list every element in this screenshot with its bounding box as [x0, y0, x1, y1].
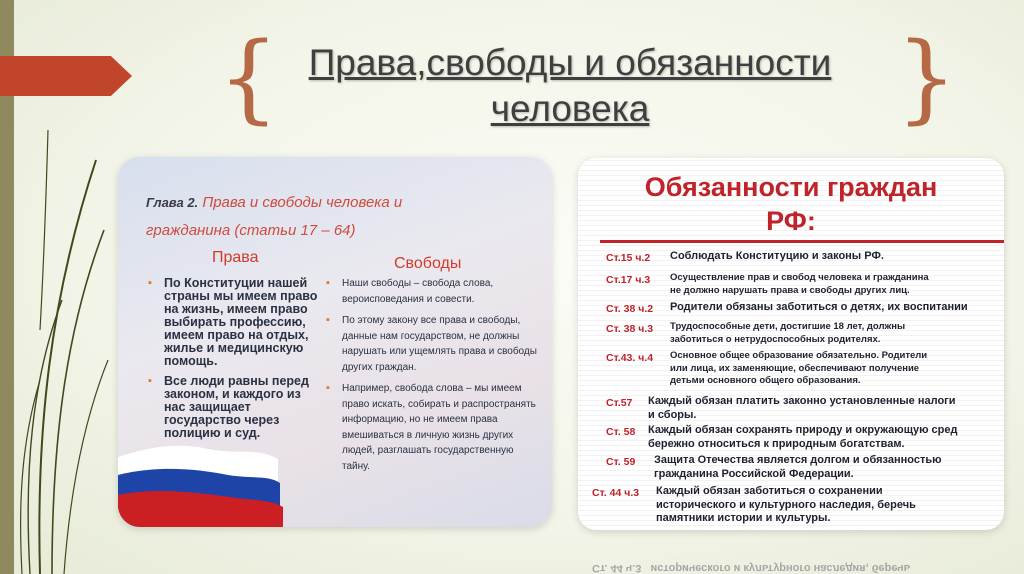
reflection-text: исторического и культурного наследия, беречь — [650, 562, 911, 574]
title-underline — [600, 240, 1004, 243]
citizen-duties-card — [578, 158, 1004, 530]
freedoms-item: ▪ Наши свободы – свобода слова, вероисповедания и совести. — [326, 276, 538, 307]
freedoms-list — [326, 276, 538, 480]
duty-text: гражданина Российской Федерации. — [654, 467, 854, 480]
slide-title: Права,свободы и обязанности человека — [308, 42, 832, 129]
duty-text: Защита Отечества является долгом и обязанностью — [654, 454, 942, 466]
duty-article: Ст.17 ч.3 — [606, 274, 651, 286]
duty-text: заботиться о нетрудоспособных родителях. — [670, 333, 881, 345]
duty-article: Ст.57 — [606, 397, 633, 409]
freedoms-heading: Свободы — [394, 255, 462, 272]
card-reflection — [578, 536, 1004, 574]
grass-decoration — [0, 0, 110, 574]
freedoms-item: ▪ Например, свобода слова – мы имеем право искать, собирать и распространять информацию, но не имеем права вмешиваться в личную жизнь других людей, разглашать государственную тайну. — [326, 381, 538, 474]
duty-text: и сборы. — [648, 408, 697, 421]
duty-text: детьми основного общего образования. — [670, 375, 861, 386]
chapter-title: Права и свободы человека и гражданина — [146, 194, 403, 239]
right-brace: } — [896, 22, 958, 134]
duty-article: Ст.43. ч.4 — [606, 352, 654, 364]
duty-text: Каждый обязан сохранять природу и окружающую сред — [648, 424, 958, 436]
duty-text: бережно относиться к природным богатствам. — [648, 437, 905, 450]
duty-text: исторического и культурного наследия, беречь — [656, 498, 916, 511]
duties-title-line2: РФ: — [766, 206, 816, 236]
duty-text: Родители обязаны заботиться о детях, их воспитании — [670, 301, 968, 313]
duty-text: Осуществление прав и свобод человека и гражданина — [670, 272, 929, 283]
duty-text: не должно нарушать права и свободы других лиц. — [670, 284, 910, 296]
duty-article: Ст.15 ч.2 — [606, 252, 651, 264]
duty-text: или лица, их заменяющие, обеспечивают получение — [670, 362, 920, 374]
duty-text: Соблюдать Конституцию и законы РФ. — [670, 250, 884, 262]
duty-article: Ст. 59 — [606, 456, 636, 468]
duties-title — [578, 170, 1004, 238]
freedoms-item: ▪ По этому закону все права и свободы, данные нам государством, не должны нарушать или ущемлять права и свободы других граждан. — [326, 313, 538, 375]
duty-article: Ст. 38 ч.3 — [606, 323, 654, 335]
left-brace: { — [218, 22, 280, 134]
duties-title-line1: Обязанности граждан — [644, 172, 938, 202]
duty-text: Основное общее образование обязательно. Родители — [670, 350, 928, 361]
duty-text: памятники истории и культуры. — [656, 512, 831, 524]
duty-article: Ст. 38 ч.2 — [606, 303, 654, 315]
rights-heading: Права — [212, 249, 259, 266]
rights-list — [148, 277, 320, 447]
reflection-article: Ст. 44 ч.3 — [592, 562, 642, 574]
rights-item: ▪ Все люди равны перед законом, и каждого из нас защищает государство через полицию и суд. — [148, 375, 320, 440]
rights-item: ▪ По Конституции нашей страны мы имеем право на жизнь, имеем право выбирать профессию, имеем право на отдых, жилье и медицинскую помощь. — [148, 277, 320, 368]
chapter-articles: (статьи 17 – 64) — [234, 222, 356, 239]
duty-text: Каждый обязан платить законно установленные налоги — [648, 395, 956, 407]
duty-text: Трудоспособные дети, достигшие 18 лет, должны — [670, 321, 906, 332]
duty-article: Ст. 58 — [606, 426, 636, 438]
duty-text: Каждый обязан заботиться о сохранении — [656, 485, 883, 497]
chapter-heading — [146, 189, 476, 245]
duty-article: Ст. 44 ч.3 — [592, 487, 640, 499]
chapter-label: Глава 2. — [146, 195, 199, 210]
rights-freedoms-card — [118, 157, 552, 527]
